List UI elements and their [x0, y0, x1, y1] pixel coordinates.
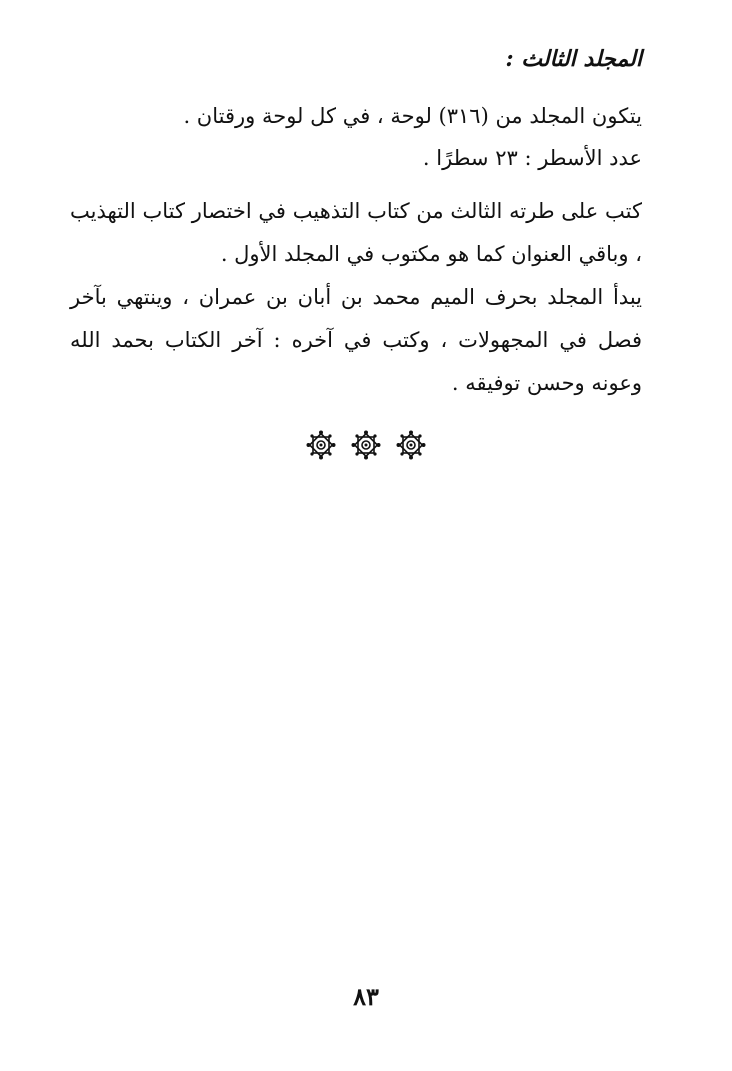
paragraph-line-count: عدد الأسطر : ٢٣ سطرًا . — [422, 146, 642, 170]
page-number: ٨٣ — [353, 982, 379, 1011]
paragraph-folio-count: يتكون المجلد من (٣١٦) لوحة ، في كل لوحة ورقتان . — [183, 104, 642, 128]
floral-star-ornament-icon — [396, 430, 426, 460]
section-heading: المجلد الثالث : — [505, 46, 642, 72]
paragraph-title-note: كتب على طرته الثالث من كتاب التذهيب في اختصار كتاب التهذيب ، وباقي العنوان كما هو مكتوب في المجلد الأول . — [70, 199, 642, 266]
section-divider-ornaments — [306, 428, 426, 462]
floral-star-ornament-icon — [306, 430, 336, 460]
paragraph-content-range: يبدأ المجلد بحرف الميم محمد بن أبان بن عمران ، وينتهي بآخر فصل في المجهولات ، وكتب في آخره : آخر الكتاب بحمد الله وعونه وحسن توفيقه . — [70, 285, 642, 395]
floral-star-ornament-icon — [351, 430, 381, 460]
